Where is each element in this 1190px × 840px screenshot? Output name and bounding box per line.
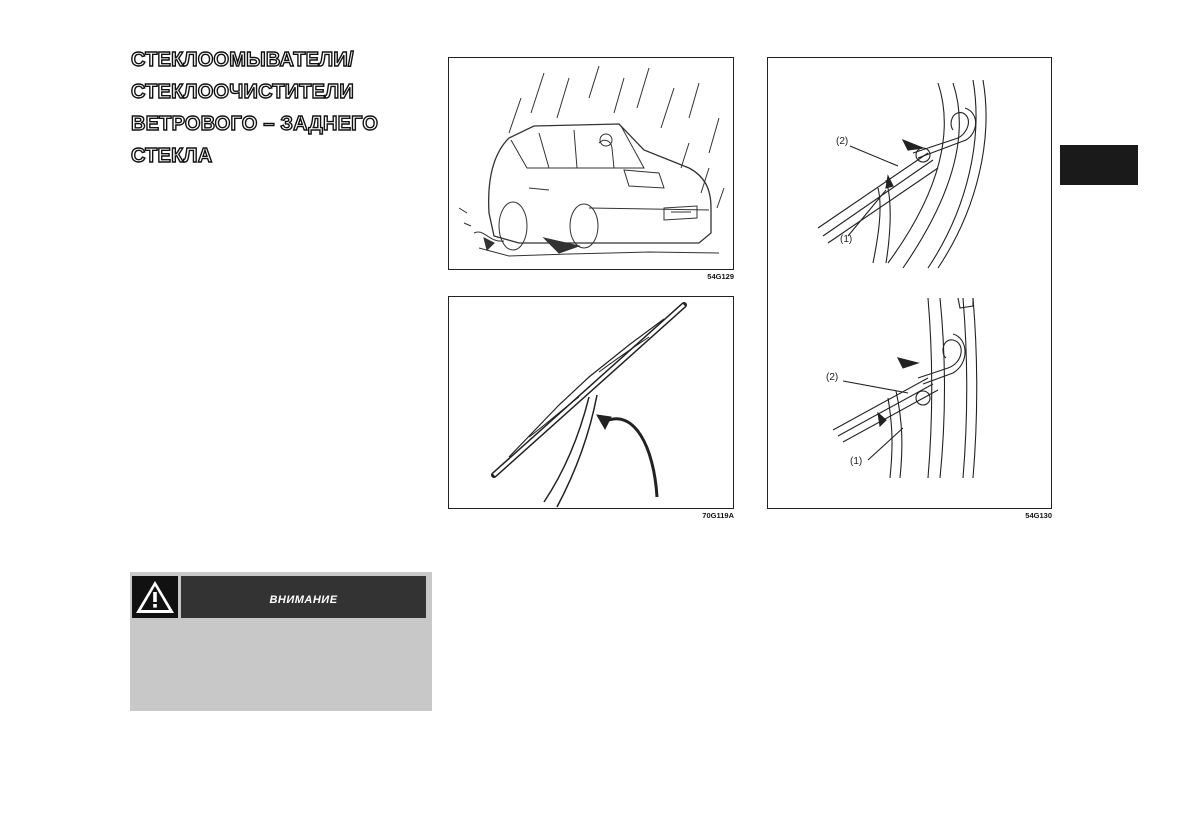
callout-label: (2) [826,372,839,383]
callout-label: (1) [850,456,863,467]
wiper-blade-illustration [449,297,733,508]
callout-label: (2) [836,136,849,147]
figure-wiper-arm [767,57,1052,509]
car-in-rain-illustration [449,58,733,269]
heading-line: ВЕТРОВОГО – ЗАДНЕГО [131,113,379,135]
figure-wiper-blade [448,296,734,509]
wiper-arm-clip-illustration [768,58,1051,508]
figure-rain-car [448,57,734,270]
figure-code: 54G129 [707,272,734,281]
heading-line: СТЕКЛА [131,145,213,167]
section-heading [131,44,431,172]
heading-line: СТЕКЛООМЫВАТЕЛИ/ [131,49,354,71]
callout-label: (1) [840,234,853,245]
figure-code: 70G119A [702,511,734,520]
heading-line: СТЕКЛООЧИСТИТЕЛИ [131,81,354,103]
section-tab-marker [1060,145,1138,185]
figure-code: 54G130 [1025,511,1052,520]
warning-triangle-icon [132,576,178,618]
warning-title: ВНИМАНИЕ [181,576,426,618]
